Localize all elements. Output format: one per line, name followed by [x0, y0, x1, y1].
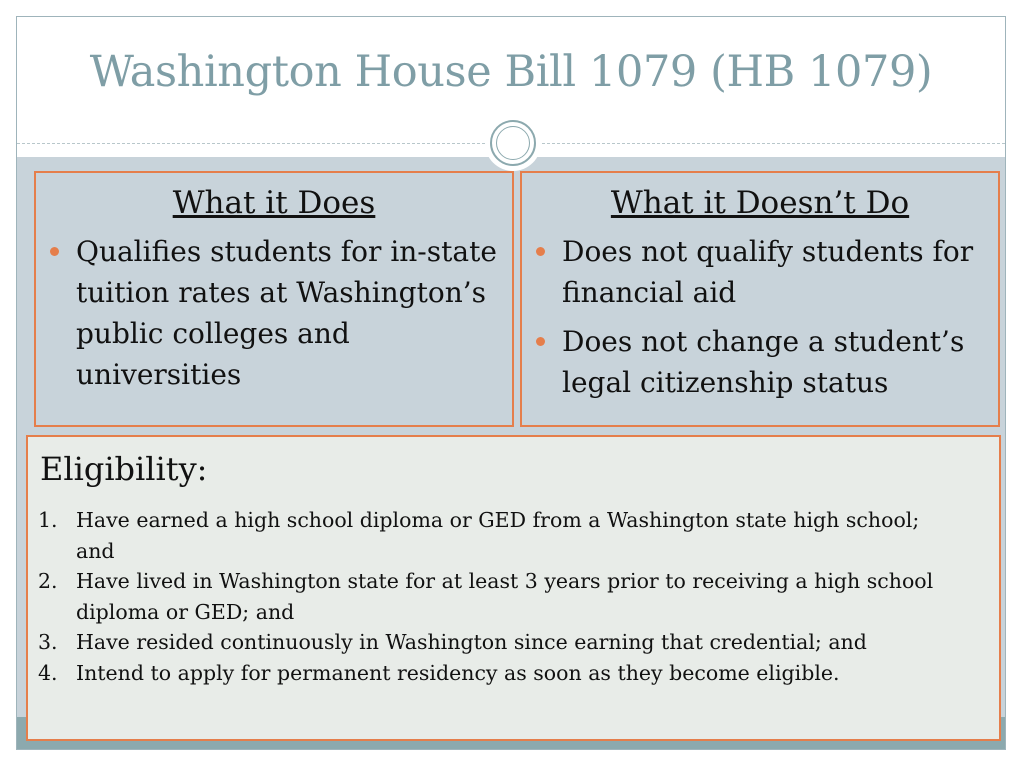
item-text: Have earned a high school diploma or GED from a Washington state high school; and	[76, 508, 920, 563]
eligibility-heading: Eligibility:	[40, 450, 208, 488]
eligibility-list	[28, 505, 999, 688]
bullet-dot-icon	[50, 247, 59, 256]
what-it-doesnt-do-heading: What it Doesn’t Do	[610, 185, 910, 221]
list-item	[28, 627, 999, 658]
bullet-text: Qualifies students for in-state tuition rates at Washington’s public colleges and universities	[76, 235, 497, 391]
slide	[16, 16, 1006, 750]
item-number: 1.	[38, 508, 58, 532]
list-item	[28, 566, 999, 627]
bullet-dot-icon	[536, 247, 545, 256]
bullet-text: Does not qualify students for financial aid	[562, 235, 974, 309]
item-number: 3.	[38, 630, 58, 654]
what-it-doesnt-do-box	[520, 171, 1000, 427]
what-it-does-heading: What it Does	[172, 185, 376, 221]
what-it-doesnt-do-list	[522, 231, 998, 403]
item-number: 2.	[38, 569, 58, 593]
list-item	[522, 231, 988, 313]
item-text: Have lived in Washington state for at least 3 years prior to receiving a high school diploma or GED; and	[76, 569, 934, 624]
list-item	[28, 658, 999, 689]
what-it-does-list	[36, 231, 512, 395]
list-item	[28, 505, 999, 566]
list-item	[522, 321, 988, 403]
what-it-does-box	[34, 171, 514, 427]
eligibility-box	[26, 435, 1001, 741]
bullet-dot-icon	[536, 337, 545, 346]
item-number: 4.	[38, 660, 58, 685]
circle-ornament-inner-icon	[496, 126, 530, 160]
item-text: Intend to apply for permanent residency as soon as they become eligible.	[76, 660, 840, 685]
bullet-text: Does not change a student’s legal citizenship status	[562, 325, 965, 399]
list-item	[36, 231, 502, 395]
item-text: Have resided continuously in Washington since earning that credential; and	[76, 630, 867, 654]
slide-title: Washington House Bill 1079 (HB 1079)	[89, 47, 933, 97]
